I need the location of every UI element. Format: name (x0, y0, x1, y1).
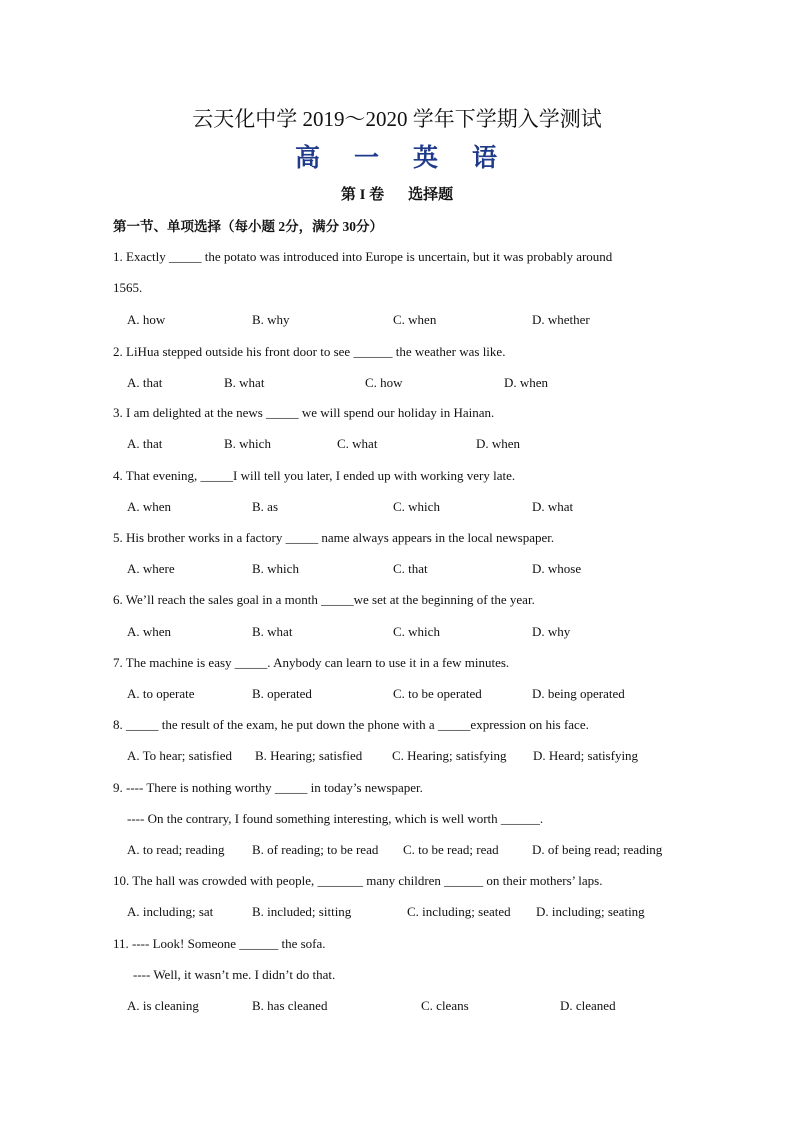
volume-type: 选择题 (408, 187, 454, 203)
option-d: D. when (504, 375, 549, 390)
section-heading: 第一节、单项选择（每小题 2分，满分 30分） (113, 219, 383, 234)
option-b: B. what (252, 624, 293, 639)
option-c: C. cleans (421, 998, 469, 1013)
question-stem: 8. _____ the result of the exam, he put down the phone with a _____expression on his face. (113, 717, 589, 732)
question-stem-cont: ---- Well, it wasn’t me. I didn’t do that. (133, 967, 336, 982)
option-d: D. cleaned (560, 998, 616, 1013)
option-d: D. whether (532, 312, 590, 327)
option-c: C. what (337, 436, 378, 451)
option-d: D. what (532, 499, 574, 514)
option-c: C. when (393, 312, 437, 327)
question-stem: 9. ---- There is nothing worthy _____ in today’s newspaper. (113, 780, 423, 795)
option-b: B. included; sitting (252, 904, 352, 919)
option-b: B. why (252, 312, 290, 327)
option-d: D. why (532, 624, 571, 639)
option-d: D. Heard; satisfying (533, 748, 639, 763)
option-c: C. Hearing; satisfying (392, 748, 507, 763)
option-b: B. which (252, 561, 299, 576)
option-c: C. which (393, 624, 440, 639)
option-a: A. to read; reading (127, 842, 225, 857)
option-a: A. including; sat (127, 904, 214, 919)
question-stem: 11. ---- Look! Someone ______ the sofa. (113, 936, 326, 951)
option-d: D. including; seating (536, 904, 645, 919)
option-a: A. To hear; satisfied (127, 748, 232, 763)
option-a: A. that (127, 375, 163, 390)
subject-char: 语 (472, 145, 500, 172)
option-b: B. has cleaned (252, 998, 328, 1013)
option-d: D. whose (532, 561, 582, 576)
option-b: B. as (252, 499, 278, 514)
option-a: A. that (127, 436, 163, 451)
option-c: C. to be read; read (403, 842, 499, 857)
question-stem-cont: 1565. (113, 280, 143, 295)
question-stem: 7. The machine is easy _____. Anybody can learn to use it in a few minutes. (113, 655, 510, 670)
option-c: C. that (393, 561, 428, 576)
question-stem: 6. We’ll reach the sales goal in a month _____we set at the beginning of the year. (113, 592, 535, 607)
subject-char: 英 (413, 145, 441, 172)
option-b: B. of reading; to be read (252, 842, 379, 857)
exam-title: 云天化中学 2019～2020 学年下学期入学测试 (192, 107, 602, 131)
subject-char: 一 (353, 145, 381, 172)
option-d: D. when (476, 436, 521, 451)
option-b: B. operated (252, 686, 312, 701)
option-a: A. is cleaning (127, 998, 199, 1013)
option-d: D. being operated (532, 686, 625, 701)
question-stem: 2. LiHua stepped outside his front door to see ______ the weather was like. (113, 344, 506, 359)
subject-heading (0, 144, 794, 174)
volume-heading (0, 185, 794, 205)
subject-char: 高 (294, 145, 322, 172)
question-stem: 1. Exactly _____ the potato was introduced into Europe is uncertain, but it was probably around (113, 249, 613, 264)
option-c: C. to be operated (393, 686, 482, 701)
question-stem-cont: ---- On the contrary, I found something interesting, which is well worth ______. (127, 811, 544, 826)
option-a: A. to operate (127, 686, 195, 701)
option-a: A. when (127, 624, 172, 639)
option-c: C. including; seated (407, 904, 511, 919)
option-c: C. which (393, 499, 440, 514)
question-stem: 3. I am delighted at the news _____ we will spend our holiday in Hainan. (113, 405, 495, 420)
question-stem: 10. The hall was crowded with people, _______ many children ______ on their mothers’ laps. (113, 873, 603, 888)
option-b: B. which (224, 436, 271, 451)
option-a: A. how (127, 312, 166, 327)
option-c: C. how (365, 375, 403, 390)
question-stem: 4. That evening, _____I will tell you later, I ended up with working very late. (113, 468, 516, 483)
option-a: A. where (127, 561, 175, 576)
option-b: B. what (224, 375, 265, 390)
volume-label: 第 I 卷 (340, 187, 385, 203)
option-a: A. when (127, 499, 172, 514)
question-stem: 5. His brother works in a factory _____ name always appears in the local newspaper. (113, 530, 555, 545)
option-b: B. Hearing; satisfied (255, 748, 363, 763)
option-d: D. of being read; reading (532, 842, 663, 857)
